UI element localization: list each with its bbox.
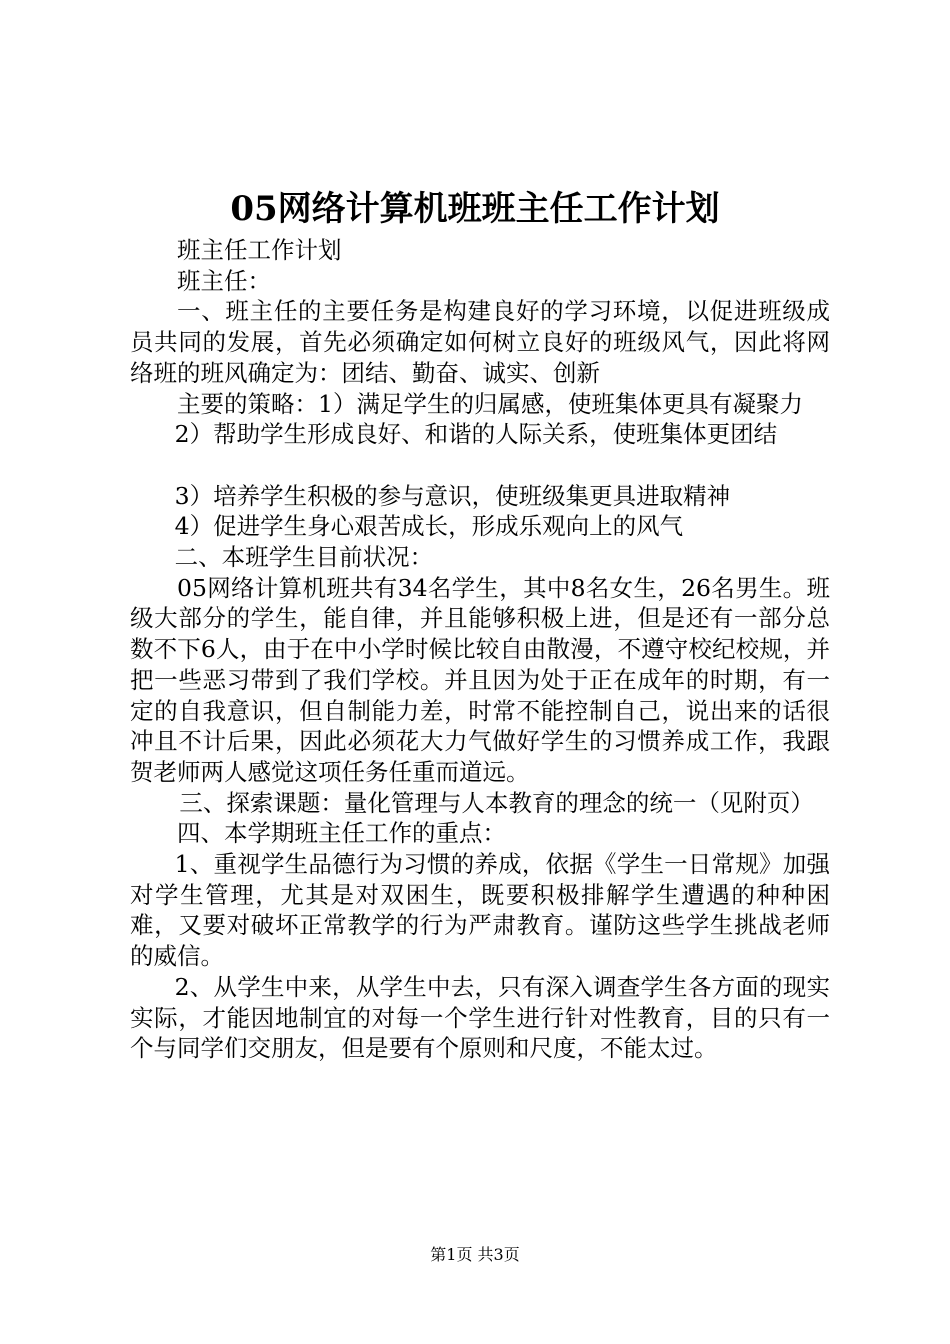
- paragraph-strategy-4: 4）促进学生身心艰苦成长，形成乐观向上的风气: [174, 512, 684, 541]
- paragraph-focus-2: 2、从学生中来，从学生中去，只有深入调查学生各方面的现实实际，才能因地制宜的对每一个学生进行针对性教育，目的只有一个与同学们交朋友，但是要有个原则和尺度，不能太过。: [130, 972, 830, 1063]
- paragraph-addressee: 班主任：: [177, 266, 271, 295]
- paragraph-class-status: 05网络计算机班共有34名学生，其中8名女生，26名男生。班级大部分的学生，能自律，并且能够积极上进，但是还有一部分总数不下6人，由于在中小学时候比较自由散漫，不遵守校纪校规，并把一些恶习带到了我们学校。并且因为处于正在成年的时期，有一定的自我意识，但自制能力差，时常不能控制自己，说出来的话很冲且不计后果，因此必须花大力气做好学生的习惯养成工作，我跟贺老师两人感觉这项任务任重而道远。: [130, 573, 830, 786]
- document-body: [130, 235, 830, 1064]
- paragraph-section-1: 一、班主任的主要任务是构建良好的学习环境，以促进班级成员共同的发展，首先必须确定如何树立良好的班级风气，因此将网络班的班风确定为：团结、勤奋、诚实、创新: [130, 297, 830, 387]
- paragraph-heading: 班主任工作计划: [177, 236, 342, 264]
- paragraph-strategy: 主要的策略：1）满足学生的归属感，使班集体更具有凝聚力: [177, 389, 803, 418]
- paragraph-section-4: 四、本学期班主任工作的重点：: [177, 819, 506, 848]
- paragraph-focus-1: 1、重视学生品德行为习惯的养成，依据《学生一日常规》加强对学生管理，尤其是对双困生，既要积极排解学生遭遇的种种困难，又要对破坏正常教学的行为严肃教育。谨防这些学生挑战老师的威信。: [130, 850, 830, 971]
- paragraph-section-2: 二、本班学生目前状况：: [174, 543, 434, 572]
- paragraph-strategy-3: 3）培养学生积极的参与意识，使班级集更具进取精神: [174, 481, 731, 510]
- document-title: 05网络计算机班班主任工作计划: [230, 189, 720, 229]
- paragraph-section-3: 三、探索课题：量化管理与人本教育的理念的统一（见附页）: [179, 788, 814, 817]
- page-footer: 第1页 共3页: [430, 1245, 520, 1264]
- paragraph-strategy-2: 2）帮助学生形成良好、和谐的人际关系，使班集体更团结: [174, 420, 778, 449]
